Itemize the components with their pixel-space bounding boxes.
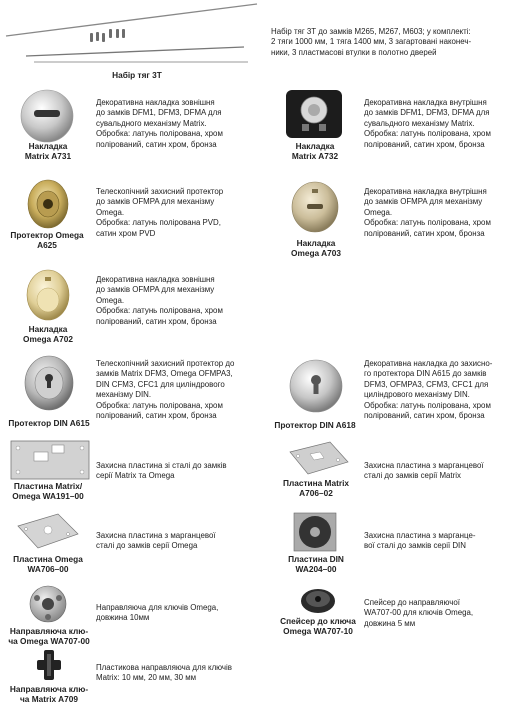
omega-key-spacer-description: Спейсер до направляючої WA707-00 для ключів Omega, довжина 5 мм	[364, 598, 474, 628]
plate-wa191-label: Пластина Matrix/ Omega WA191–00	[12, 481, 84, 501]
din-a615-description: Телескопічний захисний протектор до замків Matrix DFM3, Omega OFMPA3, DIN CFM3, CFC1 для циліндрового механізму DIN. Обробка: латунь полірована, хром полірований, сатин хром, бронза	[96, 359, 235, 421]
matrix-a732-description: Декоративна накладка внутрішня до замків DFM1, DFM3, DFMA для сувальдного механізму Matrix. Обробка: латунь полірована, хром полірований, сатин хром, бронза	[364, 98, 491, 149]
plate-wa191-image	[10, 440, 90, 480]
plate-wa204-image	[293, 512, 337, 552]
omega-a625-description: Телескопічний захисний протектор до замків OFMPA для механізму Omega. Обробка: латунь полірована PVD, сатин хром PVD	[96, 187, 224, 238]
omega-a703-description: Декоративна накладка внутрішня до замків OFMPA для механізму Omega. Обробка: латунь полірована, хром полірований, сатин хром, бронза	[364, 187, 491, 238]
rods-set-image	[4, 2, 259, 66]
matrix-a731-description: Декоративна накладка зовнішня до замків DFM1, DFM3, DFMA для сувальдного механізму Matrix. Обробка: латунь полірована, хром полірований, сатин хром, бронза	[96, 98, 223, 149]
plate-wa191-description: Захисна пластина зі сталі до замків серії Matrix та Omega	[96, 461, 227, 481]
rods-set-caption: Набір тяг 3Т	[112, 70, 162, 80]
omega-a703-label: Накладка Omega A703	[291, 238, 341, 258]
din-a618-label: Протектор DIN A618	[274, 420, 356, 430]
din-a618-image	[288, 358, 344, 414]
omega-a625-image	[24, 178, 72, 230]
omega-key-guide-wa707-label: Направляюча клю- ча Omega WA707-00	[8, 626, 90, 646]
matrix-a731-label: Накладка Matrix A731	[24, 141, 72, 161]
matrix-a732-image	[284, 84, 344, 142]
plate-wa706-label: Пластина Omega WA706–00	[13, 554, 83, 574]
matrix-a732-label: Накладка Matrix A732	[291, 141, 339, 161]
omega-key-spacer-label: Спейсер до ключа Omega WA707-10	[280, 616, 356, 636]
omega-a702-label: Накладка Omega A702	[23, 324, 73, 344]
din-a615-image	[22, 354, 76, 412]
omega-key-guide-wa707-image	[28, 584, 68, 624]
plate-a706-label: Пластина Matrix A706–02	[283, 478, 349, 498]
plate-a706-image	[286, 440, 352, 478]
plate-wa204-description: Захисна пластина з марганце- вої сталі до замків серії DIN	[364, 531, 476, 551]
omega-a625-label: Протектор Omega A625	[10, 230, 84, 250]
plate-wa204-label: Пластина DIN WA204–00	[288, 554, 344, 574]
omega-key-guide-wa707-description: Направляюча для ключів Omega, довжина 10мм	[96, 603, 219, 623]
omega-a703-image	[289, 180, 341, 234]
matrix-key-guide-a709-image	[34, 648, 64, 682]
matrix-a731-image	[18, 88, 76, 144]
omega-key-spacer-image	[298, 586, 338, 616]
din-a618-description: Декоративна накладка до захисно- го протектора DIN A615 до замків DFM3, OFMPA3, CFM3, CFC1 для циліндрового механізму DIN. Обробка: латунь полірована, хром полірований, сатин хром, бронза	[364, 359, 493, 421]
matrix-key-guide-a709-description: Пластикова направляюча для ключів Matrix: 10 мм, 20 мм, 30 мм	[96, 663, 232, 683]
rods-set-description: Набір тяг 3Т до замків M265, M267, M603; у комплекті: 2 тяги 1000 мм, 1 тяга 1400 мм, 3 загартовані наконеч- ники, 3 пластмасові втулки в полотно дверей	[271, 27, 472, 57]
plate-a706-description: Захисна пластина з марганцевої сталі до замків серії Matrix	[364, 461, 484, 481]
omega-a702-image	[24, 268, 72, 322]
plate-wa706-description: Захисна пластина з марганцевої сталі до замків серії Omega	[96, 531, 216, 551]
matrix-key-guide-a709-label: Направляюча клю- ча Matrix A709	[9, 684, 89, 704]
omega-a702-description: Декоративна накладка зовнішня до замків OFMPA для механізму Omega. Обробка: латунь полірована, хром полірований, сатин хром, бронза	[96, 275, 223, 326]
din-a615-label: Протектор DIN A615	[8, 418, 90, 428]
plate-wa706-image	[16, 512, 80, 552]
